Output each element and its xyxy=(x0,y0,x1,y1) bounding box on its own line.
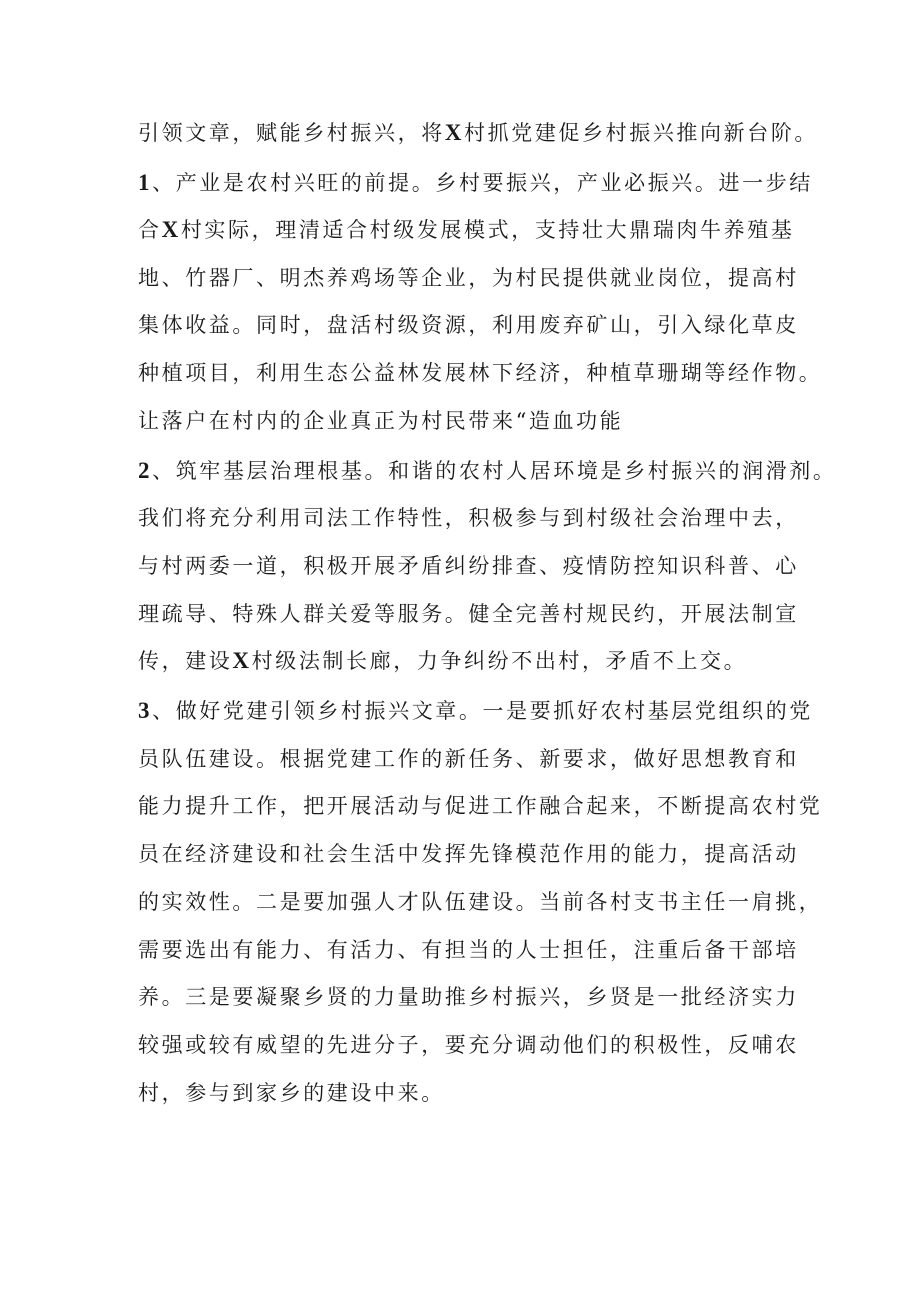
text-line: 2、筑牢基层治理根基。和谐的农村人居环境是乡村振兴的润滑剂。 xyxy=(138,458,837,483)
text-line: 让落户在村内的企业真正为村民带来“造血功能 xyxy=(138,409,624,433)
text-line: 村，参与到家乡的建设中来。 xyxy=(138,1081,445,1105)
text-line: 合X村实际，理清适合村级发展模式，支持壮大鼎瑞肉牛养殖基 xyxy=(138,217,795,242)
text-line: 理疏导、特殊人群关爱等服务。健全完善村规民约，开展法制宣 xyxy=(138,602,799,626)
text-line: 传，建设X村级法制长廊，力争纠纷不出村，矛盾不上交。 xyxy=(138,648,748,673)
text-line: 养。三是要凝聚乡贤的力量助推乡村振兴，乡贤是一批经济实力 xyxy=(138,985,799,1009)
text-line: 的实效性。二是要加强人才队伍建设。当前各村支书主任一肩挑， xyxy=(138,890,823,914)
text-line: 引领文章，赋能乡村振兴，将X村抓党建促乡村振兴推向新台阶。 xyxy=(138,120,819,145)
text-line: 能力提升工作，把开展活动与促进工作融合起来，不断提高农村党 xyxy=(138,794,823,818)
text-line: 我们将充分利用司法工作特性，积极参与到村级社会治理中去， xyxy=(138,506,799,530)
text-line: 员队伍建设。根据党建工作的新任务、新要求，做好思想教育和 xyxy=(138,747,799,771)
text-line: 种植项目，利用生态公益林发展林下经济，种植草珊瑚等经作物。 xyxy=(138,361,823,385)
text-line: 较强或较有威望的先进分子，要充分调动他们的积极性，反哺农 xyxy=(138,1033,799,1057)
text-line: 员在经济建设和社会生活中发挥先锋模范作用的能力，提高活动 xyxy=(138,842,799,866)
text-line: 地、竹器厂、明杰养鸡场等企业，为村民提供就业岗位，提高村 xyxy=(138,266,799,290)
text-line: 3、做好党建引领乡村振兴文章。一是要抓好农村基层党组织的党 xyxy=(138,698,813,723)
text-line: 需要选出有能力、有活力、有担当的人士担任，注重后备干部培 xyxy=(138,938,799,962)
text-line: 与村两委一道，积极开展矛盾纠纷排查、疫情防控知识科普、心 xyxy=(138,554,799,578)
text-line: 1、产业是农村兴旺的前提。乡村要振兴，产业必振兴。进一步结 xyxy=(138,170,813,195)
text-line: 集体收益。同时，盘活村级资源，利用废弃矿山，引入绿化草皮 xyxy=(138,313,799,337)
